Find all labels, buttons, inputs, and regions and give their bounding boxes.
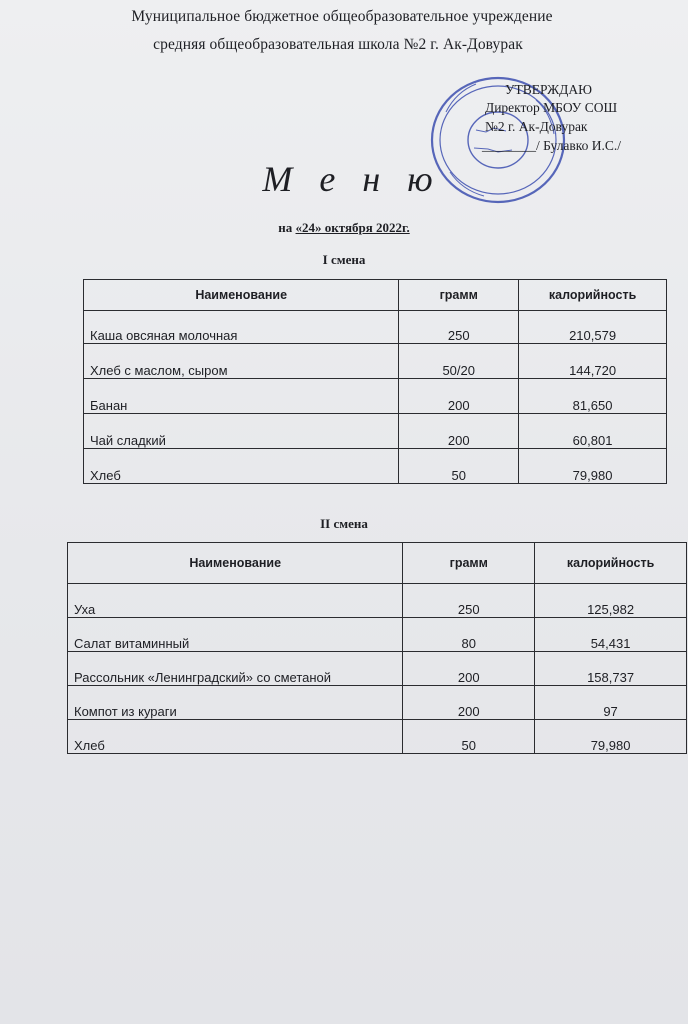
dish-gram: 50 xyxy=(399,449,519,484)
approval-heading: УТВЕРЖДАЮ xyxy=(505,82,593,97)
approval-signature: ________/ Булавко И.С./ xyxy=(482,138,622,153)
column-header-gram: грамм xyxy=(403,543,535,584)
table-row xyxy=(68,720,687,754)
table-row xyxy=(84,379,667,414)
dish-gram: 200 xyxy=(399,414,519,449)
date-day: «24» xyxy=(295,220,322,235)
school-name-line2: средняя общеобразовательная школа №2 г. Ак-Довурак xyxy=(153,36,523,53)
dish-gram: 250 xyxy=(403,584,535,618)
menu-date xyxy=(0,220,688,236)
table-row xyxy=(68,618,687,652)
table-row xyxy=(84,449,667,484)
dish-name: Уха xyxy=(68,584,403,618)
shift1-heading: I смена xyxy=(322,252,366,267)
school-name-line1: Муниципальное бюджетное общеобразовательное учреждение xyxy=(131,8,553,25)
column-header-kcal: калорийность xyxy=(535,543,687,584)
dish-kcal: 144,720 xyxy=(519,344,667,379)
dish-kcal: 54,431 xyxy=(535,618,687,652)
date-month-year: октября 2022г. xyxy=(321,220,410,235)
dish-kcal: 60,801 xyxy=(519,414,667,449)
dish-name: Рассольник «Ленинградский» со сметаной xyxy=(68,652,403,686)
dish-name: Салат витаминный xyxy=(68,618,403,652)
dish-name: Компот из кураги xyxy=(68,686,403,720)
table-row xyxy=(68,584,687,618)
shift2-menu-table xyxy=(67,542,687,754)
dish-name: Каша овсяная молочная xyxy=(84,311,399,344)
table-row xyxy=(68,686,687,720)
dish-name: Хлеб с маслом, сыром xyxy=(84,344,399,379)
shift1-menu-table xyxy=(83,279,667,484)
shift2-heading: II смена xyxy=(320,516,368,531)
dish-gram: 250 xyxy=(399,311,519,344)
dish-gram: 200 xyxy=(399,379,519,414)
column-header-name: Наименование xyxy=(68,543,403,584)
table-row xyxy=(84,311,667,344)
dish-kcal: 97 xyxy=(535,686,687,720)
table-row xyxy=(68,652,687,686)
dish-gram: 50/20 xyxy=(399,344,519,379)
dish-name: Хлеб xyxy=(84,449,399,484)
dish-gram: 200 xyxy=(403,652,535,686)
date-prefix: на xyxy=(278,220,296,235)
dish-gram: 200 xyxy=(403,686,535,720)
dish-gram: 80 xyxy=(403,618,535,652)
dish-name: Хлеб xyxy=(68,720,403,754)
table-header-row xyxy=(68,543,687,584)
approval-position: Директор МБОУ СОШ xyxy=(485,100,618,115)
dish-kcal: 79,980 xyxy=(519,449,667,484)
dish-name: Чай сладкий xyxy=(84,414,399,449)
table-row xyxy=(84,344,667,379)
dish-gram: 50 xyxy=(403,720,535,754)
column-header-kcal: калорийность xyxy=(519,280,667,311)
column-header-name: Наименование xyxy=(84,280,399,311)
table-header-row xyxy=(84,280,667,311)
dish-kcal: 79,980 xyxy=(535,720,687,754)
dish-kcal: 125,982 xyxy=(535,584,687,618)
dish-kcal: 81,650 xyxy=(519,379,667,414)
column-header-gram: грамм xyxy=(399,280,519,311)
table-row xyxy=(84,414,667,449)
dish-name: Банан xyxy=(84,379,399,414)
dish-kcal: 210,579 xyxy=(519,311,667,344)
dish-kcal: 158,737 xyxy=(535,652,687,686)
approval-school: №2 г. Ак-Довурак xyxy=(485,119,588,134)
menu-title: М е н ю xyxy=(262,159,442,199)
